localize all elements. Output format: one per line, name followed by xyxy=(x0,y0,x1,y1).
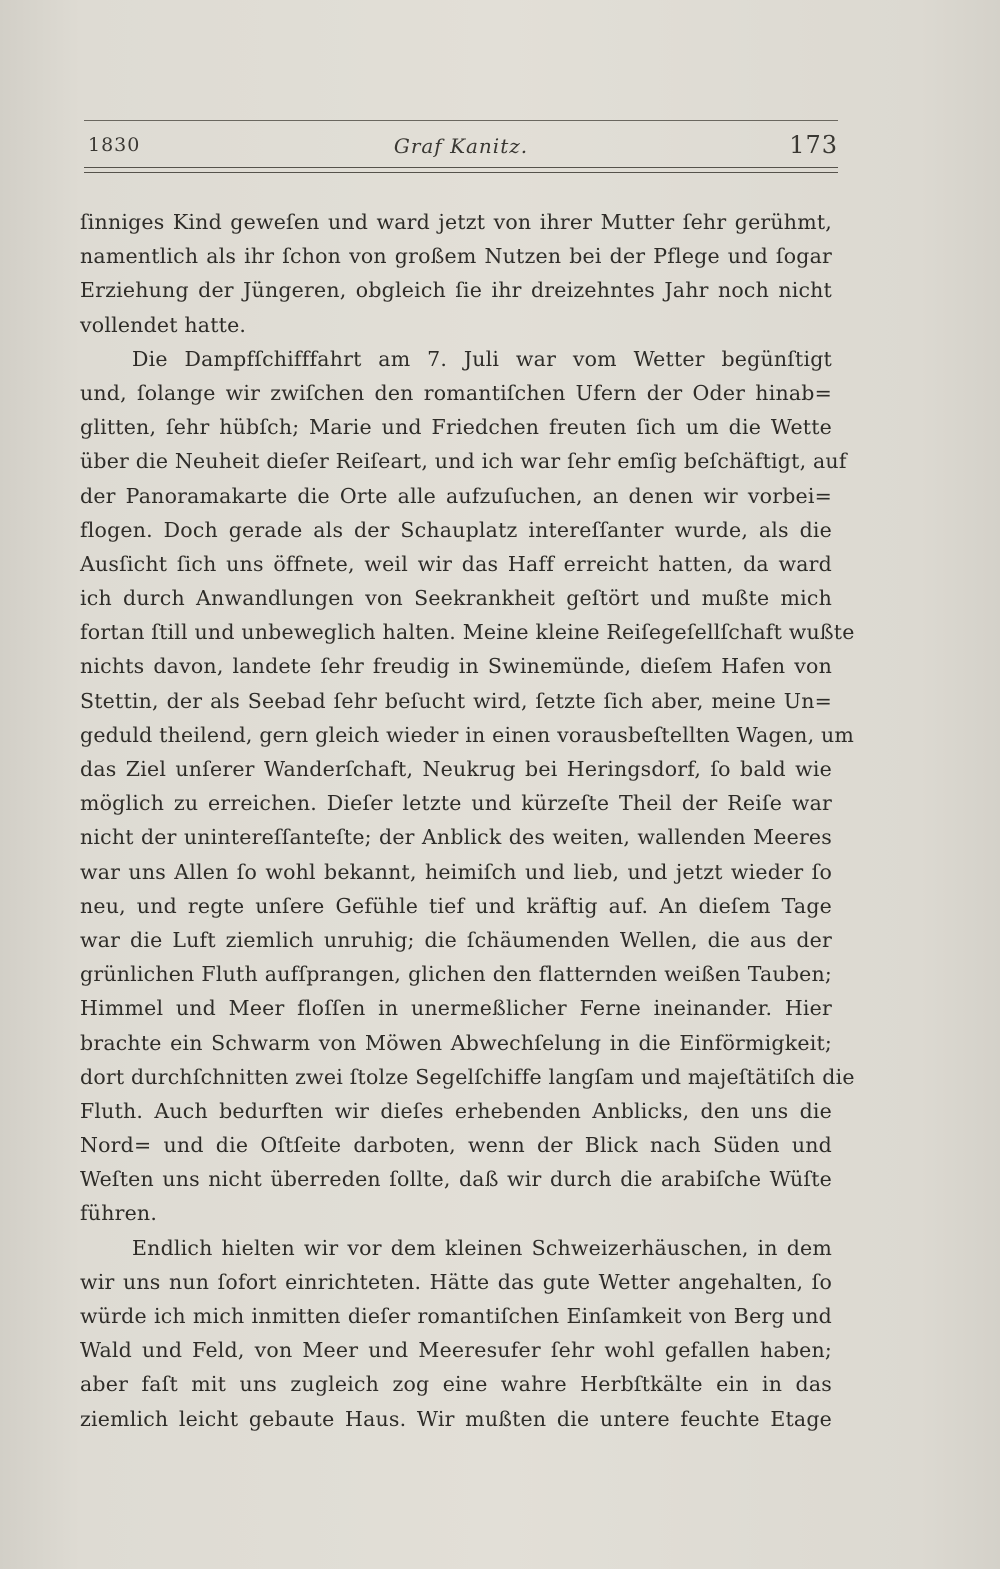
text-line: Ausſicht ſich uns öffnete, weil wir das Haff erreicht hatten, da ward xyxy=(80,551,832,576)
text-line: nichts davon, landete ſehr freudig in Swinemünde, dieſem Hafen von xyxy=(80,654,832,679)
text-line: war uns Allen ſo wohl bekannt, heimiſch und lieb, und jetzt wieder ſo xyxy=(80,859,832,884)
text-line: Fluth. Auch bedurften wir dieſes erhebenden Anblicks, den uns die xyxy=(80,1098,832,1123)
text-line: wir uns nun ſofort einrichteten. Hätte das gute Wetter angehalten, ſo xyxy=(80,1269,832,1294)
text-line: Nord= und die Oſtſeite darboten, wenn der Blick nach Süden und xyxy=(80,1133,832,1158)
text-line: war die Luft ziemlich unruhig; die ſchäumenden Wellen, die aus der xyxy=(80,927,832,952)
text-line: geduld theilend, gern gleich wieder in einen vorausbeſtellten Wagen, um xyxy=(80,722,855,747)
header-year: 1830 xyxy=(88,134,141,156)
text-line: namentlich als ihr ſchon von großem Nutzen bei der Pflege und ſogar xyxy=(80,244,832,269)
text-line: Erziehung der Jüngeren, obgleich ſie ihr dreizehntes Jahr noch nicht xyxy=(80,278,832,303)
text-line: führen. xyxy=(80,1201,158,1226)
running-header xyxy=(84,126,838,166)
text-line: neu, und regte unſere Gefühle tief und kräftig auf. An dieſem Tage xyxy=(80,893,832,918)
text-line: ſinniges Kind geweſen und ward jetzt von ihrer Mutter ſehr gerühmt, xyxy=(80,210,832,234)
text-line: der Panoramakarte die Orte alle aufzuſuchen, an denen wir vorbei= xyxy=(80,483,832,508)
text-line: Die Dampfſchifffahrt am 7. Juli war vom Wetter begünſtigt xyxy=(132,346,832,371)
text-line: dort durchſchnitten zwei ſtolze Segelſchiffe langſam und majeſtätiſch die xyxy=(80,1064,855,1089)
text-line: nicht der unintereſſanteſte; der Anblick des weiten, wallenden Meeres xyxy=(80,825,832,850)
text-line: Himmel und Meer floſſen in unermeßlicher Ferne ineinander. Hier xyxy=(80,996,832,1021)
text-line: das Ziel unſerer Wanderſchaft, Neukrug bei Heringsdorf, ſo bald wie xyxy=(80,757,832,781)
text-line: Wald und Feld, von Meer und Meeresufer ſehr wohl gefallen haben; xyxy=(80,1338,832,1363)
text-line: fortan ſtill und unbeweglich halten. Meine kleine Reiſegeſellſchaft wußte xyxy=(80,620,855,645)
text-line: ziemlich leicht gebaute Haus. Wir mußten die untere feuchte Etage xyxy=(80,1406,832,1431)
text-line: würde ich mich inmitten dieſer romantiſchen Einſamkeit von Berg und xyxy=(80,1304,832,1328)
page-number: 173 xyxy=(789,131,838,159)
text-line: Endlich hielten wir vor dem kleinen Schweizerhäuschen, in dem xyxy=(132,1235,832,1260)
text-line: ich durch Anwandlungen von Seekrankheit geſtört und mußte mich xyxy=(80,586,832,611)
text-line: glitten, ſehr hübſch; Marie und Friedchen freuten ſich um die Wette xyxy=(80,415,832,440)
header-title: Graf Kanitz. xyxy=(393,134,529,158)
text-line: flogen. Doch gerade als der Schauplatz intereſſanter wurde, als die xyxy=(80,517,832,542)
text-line: und, ſolange wir zwiſchen den romantiſchen Ufern der Oder hinab= xyxy=(80,380,832,405)
text-line: möglich zu erreichen. Dieſer letzte und kürzeſte Theil der Reiſe war xyxy=(80,791,832,816)
text-line: Weſten uns nicht überreden ſollte, daß wir durch die arabiſche Wüſte xyxy=(80,1167,832,1192)
text-line: aber faſt mit uns zugleich zog eine wahre Herbſtkälte ein in das xyxy=(80,1372,832,1397)
text-line: brachte ein Schwarm von Möwen Abwechſelung in die Einförmigkeit; xyxy=(80,1030,832,1055)
header-top-rule xyxy=(84,120,838,121)
body-text xyxy=(80,205,855,1436)
text-line: vollendet hatte. xyxy=(80,312,247,337)
text-line: über die Neuheit dieſer Reiſeart, und ich war ſehr emſig beſchäftigt, auf xyxy=(80,449,847,474)
text-line: Stettin, der als Seebad ſehr beſucht wird, ſetzte ſich aber, meine Un= xyxy=(80,688,832,713)
text-line: grünlichen Fluth aufſprangen, glichen den flatternden weißen Tauben; xyxy=(80,962,832,987)
header-double-rule xyxy=(84,167,838,173)
